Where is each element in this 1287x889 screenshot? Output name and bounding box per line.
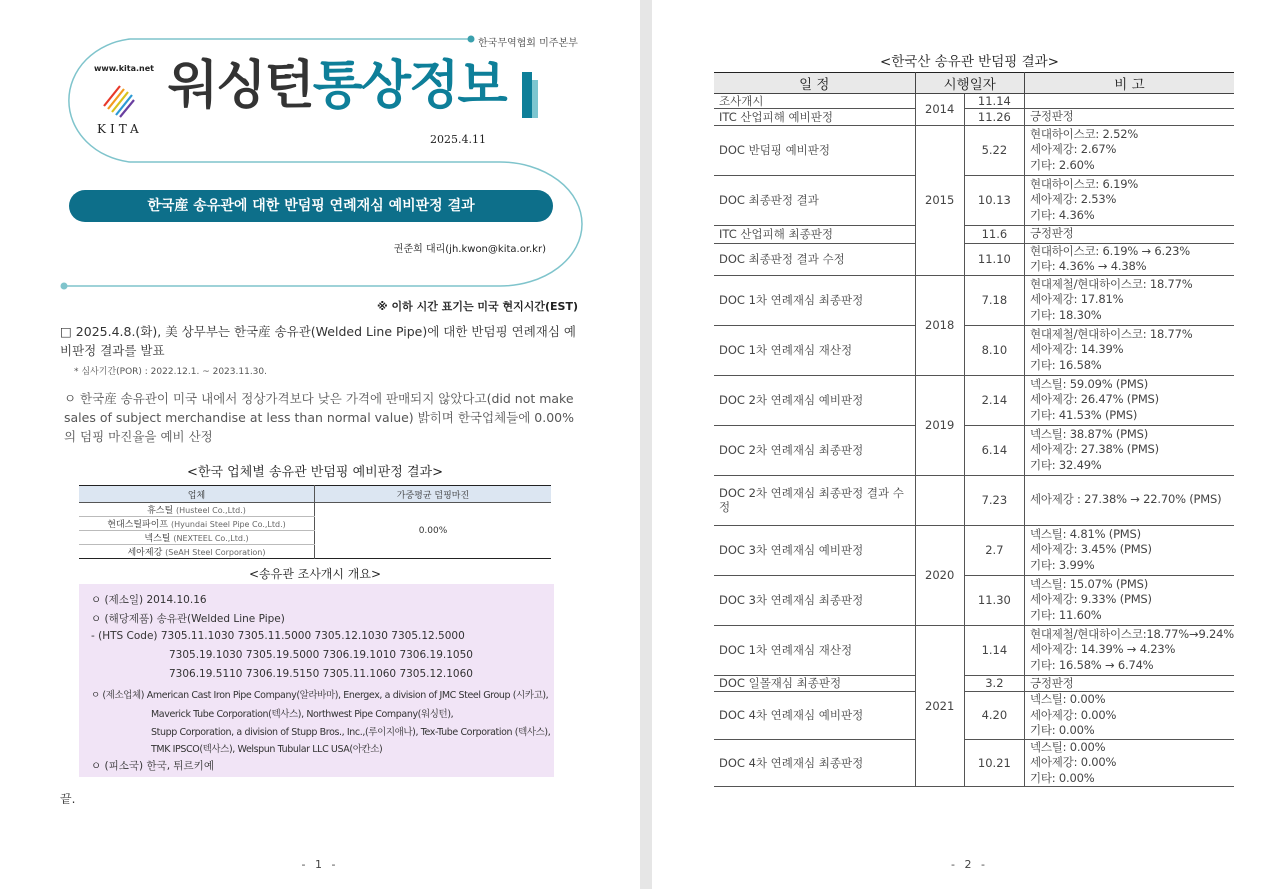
newsletter-title	[168, 56, 506, 116]
date-cell: 3.2	[964, 675, 1024, 692]
note-line: 넥스틸: 15.07% (PMS)	[1029, 576, 1149, 591]
report-title-banner: 한국産 송유관에 대한 반덤핑 연례재심 예비판정 결과	[69, 190, 553, 222]
note-line: 기타: 0.00%	[1029, 770, 1095, 785]
table-row	[79, 503, 551, 517]
note-line: 현대하이스코: 6.19% → 6.23%	[1029, 243, 1190, 258]
note-line: 세아제강: 14.39% → 4.23%	[1029, 642, 1176, 657]
overview-box	[79, 584, 554, 777]
company-name: 휴스틸	[147, 506, 174, 516]
event-cell: DOC 3차 연례재심 최종판정	[714, 575, 915, 625]
note-line: 현대제철/현대하이스코:18.77%→9.24%	[1029, 626, 1234, 641]
note-line: 기타: 11.60%	[1029, 607, 1102, 622]
notes-cell	[1024, 243, 1234, 275]
table-row	[714, 175, 1234, 225]
event-cell: ITC 산업피해 예비판정	[714, 109, 915, 126]
date-cell: 10.21	[964, 739, 1024, 787]
note-line: 세아제강: 0.00%	[1029, 755, 1117, 769]
por-note: * 심사기간(POR) : 2022.12.1. ~ 2023.11.30.	[74, 367, 267, 377]
notes-cell	[1024, 525, 1234, 575]
event-cell: DOC 3차 연례재심 예비판정	[714, 525, 915, 575]
notes-cell	[1024, 575, 1234, 625]
note-line: 세아제강 : 27.38% → 22.70% (PMS)	[1029, 492, 1222, 507]
event-cell: DOC 1차 연례재심 재산정	[714, 625, 915, 675]
event-cell: DOC 2차 연례재심 예비판정	[714, 375, 915, 425]
note-line: 긍정판정	[1029, 109, 1074, 123]
note-line: 세아제강: 0.00%	[1029, 707, 1117, 722]
header-schedule: 일 정	[714, 73, 915, 94]
company-name-en: (SeAH Steel Corporation)	[165, 548, 266, 557]
note-line: 세아제강: 26.47% (PMS)	[1029, 392, 1159, 407]
date-cell: 8.10	[964, 325, 1024, 375]
year-cell: 2019	[915, 375, 964, 475]
kita-logo-icon	[100, 80, 136, 120]
table-row	[714, 692, 1234, 740]
company-name-en: (Husteel Co.,Ltd.)	[176, 506, 246, 515]
note-line: 기타: 16.58%	[1029, 357, 1102, 372]
note-line: 세아제강: 14.39%	[1029, 342, 1124, 357]
table-row	[714, 675, 1234, 692]
title-part2: 통상정보	[312, 56, 506, 116]
page-number: - 2 -	[951, 858, 988, 871]
year-cell: 2020	[915, 525, 964, 625]
note-line: 넥스틸: 4.81% (PMS)	[1029, 526, 1141, 541]
note-line: 기타: 2.60%	[1029, 157, 1095, 172]
kita-wordmark: KITA	[97, 122, 143, 136]
event-cell: DOC 4차 연례재심 예비판정	[714, 692, 915, 740]
notes-cell	[1024, 475, 1234, 525]
note-line: 세아제강: 3.45% (PMS)	[1029, 542, 1152, 557]
time-note: ※ 이하 시간 표기는 미국 현지시간(EST)	[377, 300, 578, 313]
table-row	[714, 243, 1234, 275]
table-row	[714, 625, 1234, 675]
date-cell: 11.10	[964, 243, 1024, 275]
date-cell: 4.20	[964, 692, 1024, 740]
author: 권준희 대리(jh.kwon@kita.or.kr)	[393, 244, 546, 255]
header-date: 시행일자	[915, 73, 1024, 94]
event-cell: DOC 1차 연례재심 최종판정	[714, 275, 915, 325]
page-2	[652, 0, 1287, 889]
overview-hts-3: 7306.19.5110 7306.19.5150 7305.11.1060 7305.12.1060	[169, 668, 473, 680]
notes-cell	[1024, 275, 1234, 325]
note-line: 기타: 0.00%	[1029, 723, 1095, 737]
table-row	[714, 325, 1234, 375]
event-cell: DOC 4차 연례재심 최종판정	[714, 739, 915, 787]
title-part1: 워싱턴	[168, 56, 313, 116]
note-line: 기타: 18.30%	[1029, 307, 1102, 322]
event-cell: DOC 최종판정 결과 수정	[714, 243, 915, 275]
date-cell: 5.22	[964, 125, 1024, 175]
margin-value: 0.00%	[418, 525, 448, 536]
note-line: 현대제철/현대하이스코: 18.77%	[1029, 276, 1193, 291]
note-line: 기타: 3.99%	[1029, 557, 1095, 572]
note-line: 세아제강: 9.33% (PMS)	[1029, 592, 1152, 607]
notes-cell	[1024, 675, 1234, 692]
company-name: 현대스틸파이프	[107, 520, 169, 530]
event-cell: DOC 반덤핑 예비판정	[714, 125, 915, 175]
event-cell: 조사개시	[714, 94, 915, 109]
table-row	[714, 425, 1234, 475]
overview-hts-1: - (HTS Code) 7305.11.1030 7305.11.5000 7305.12.1030 7305.12.5000	[91, 630, 465, 642]
date-cell: 11.14	[964, 94, 1024, 109]
table-row	[714, 525, 1234, 575]
note-line: 긍정판정	[1029, 675, 1074, 690]
table-row	[714, 475, 1234, 525]
company-name-en: (Hyundai Steel Pipe Co.,Ltd.)	[170, 520, 286, 529]
header-notes: 비 고	[1024, 73, 1234, 94]
note-line: 긍정판정	[1029, 226, 1074, 241]
table1-header-company: 업체	[79, 486, 315, 503]
date-cell: 11.30	[964, 575, 1024, 625]
date-cell: 10.13	[964, 175, 1024, 225]
overview-product: ㅇ (해당제품) 송유관(Welded Line Pipe)	[91, 613, 285, 625]
overview-petitioners-4: TMK IPSCO(텍사스), Welspun Tubular LLC USA(아칸소)	[151, 744, 383, 755]
company-name: 세아제강	[127, 548, 163, 558]
year-cell: 2014	[915, 94, 964, 126]
results-table-title: <한국산 송유관 반덤핑 결과>	[880, 54, 1059, 70]
note-line: 기타: 4.36% → 4.38%	[1029, 259, 1147, 273]
note-line: 기타: 4.36%	[1029, 207, 1095, 222]
notes-cell	[1024, 125, 1234, 175]
dumping-margin-table	[79, 485, 551, 559]
note-line: 기타: 16.58% → 6.74%	[1029, 657, 1154, 672]
note-line: 넥스틸: 59.09% (PMS)	[1029, 376, 1149, 391]
notes-cell	[1024, 175, 1234, 225]
table-row	[714, 575, 1234, 625]
overview-petitioners-1: ㅇ (제소업체) American Cast Iron Pipe Company(알라바마), Energex, a division of JMC Steel Group (시카고),	[91, 690, 549, 701]
note-line: 넥스틸: 38.87% (PMS)	[1029, 426, 1149, 441]
notes-cell	[1024, 94, 1234, 109]
note-line: 현대하이스코: 6.19%	[1029, 176, 1139, 191]
end-mark: 끝.	[60, 792, 76, 806]
date-cell: 2.7	[964, 525, 1024, 575]
notes-cell	[1024, 109, 1234, 126]
bullet-1: □ 2025.4.8.(화), 美 상무부는 한국産 송유관(Welded Line Pipe)에 대한 반덤핑 연례재심 예비판정 결과를 발표	[60, 324, 576, 358]
table-row	[714, 375, 1234, 425]
event-cell: DOC 일몰재심 최종판정	[714, 675, 915, 692]
table-row	[714, 739, 1234, 787]
notes-cell	[1024, 739, 1234, 787]
date-cell: 7.23	[964, 475, 1024, 525]
issue-date: 2025.4.11	[430, 133, 486, 146]
year-cell	[915, 475, 964, 525]
note-line: 세아제강: 2.67%	[1029, 142, 1117, 157]
note-line: 세아제강: 27.38% (PMS)	[1029, 442, 1159, 457]
note-line: 기타: 32.49%	[1029, 457, 1102, 472]
notes-cell	[1024, 325, 1234, 375]
overview-filed: ㅇ (제소일) 2014.10.16	[91, 594, 207, 606]
event-cell: DOC 1차 연례재심 재산정	[714, 325, 915, 375]
bullet-2: ㅇ 한국産 송유관이 미국 내에서 정상가격보다 낮은 가격에 판매되지 않았다고(did not make sales of subject merchandise at less than normal value) 밝히며 한국업체들에 0.00%의 덤핑 마진율을 예비 산정	[64, 391, 574, 444]
note-line: 기타: 41.53% (PMS)	[1029, 407, 1138, 422]
event-cell: DOC 2차 연례재심 최종판정	[714, 425, 915, 475]
note-line: 세아제강: 17.81%	[1029, 292, 1124, 307]
date-cell: 11.26	[964, 109, 1024, 126]
page-number: - 1 -	[301, 858, 339, 871]
table-row	[714, 109, 1234, 126]
page-1	[0, 0, 640, 889]
note-line: 현대제철/현대하이스코: 18.77%	[1029, 326, 1193, 341]
note-line: 넥스틸: 0.00%	[1029, 692, 1106, 706]
table-row	[714, 225, 1234, 243]
note-line: 세아제강: 2.53%	[1029, 192, 1117, 207]
table-row	[714, 94, 1234, 109]
table-row	[714, 125, 1234, 175]
date-cell: 7.18	[964, 275, 1024, 325]
overview-respondent: ㅇ (피소국) 한국, 튀르키예	[91, 760, 214, 772]
organization-label: 한국무역협회 미주본부	[478, 38, 578, 49]
note-line: 넥스틸: 0.00%	[1029, 739, 1106, 754]
date-cell: 2.14	[964, 375, 1024, 425]
event-cell: DOC 최종판정 결과	[714, 175, 915, 225]
event-cell: DOC 2차 연례재심 최종판정 결과 수정	[714, 475, 915, 525]
results-table	[714, 72, 1234, 787]
date-cell: 11.6	[964, 225, 1024, 243]
overview-petitioners-2: Maverick Tube Corporation(텍사스), Northwest Pipe Company(워싱턴),	[151, 709, 454, 720]
notes-cell	[1024, 225, 1234, 243]
date-cell: 6.14	[964, 425, 1024, 475]
notes-cell	[1024, 425, 1234, 475]
overview-title: <송유관 조사개시 개요>	[248, 567, 382, 581]
overview-petitioners-3: Stupp Corporation, a division of Stupp Bros., Inc.,(루이지애나), Tex-Tube Corporation (텍사스),	[151, 727, 551, 738]
year-cell: 2021	[915, 625, 964, 787]
table-row	[714, 275, 1234, 325]
kita-url: www.kita.net	[94, 64, 154, 73]
table1-title: <한국 업체별 송유관 반덤핑 예비판정 결과>	[187, 465, 443, 480]
title-accent-icon	[522, 72, 544, 120]
year-cell: 2015	[915, 125, 964, 275]
company-name-en: (NEXTEEL Co.,Ltd.)	[173, 534, 249, 543]
overview-hts-2: 7305.19.1030 7305.19.5000 7306.19.1010 7306.19.1050	[169, 649, 473, 661]
date-cell: 1.14	[964, 625, 1024, 675]
notes-cell	[1024, 625, 1234, 675]
table1-header-margin: 가중평균 덤핑마진	[315, 486, 552, 503]
company-name: 넥스틸	[144, 534, 171, 544]
year-cell: 2018	[915, 275, 964, 375]
notes-cell	[1024, 375, 1234, 425]
event-cell: ITC 산업피해 최종판정	[714, 225, 915, 243]
note-line: 현대하이스코: 2.52%	[1029, 126, 1139, 141]
notes-cell	[1024, 692, 1234, 740]
